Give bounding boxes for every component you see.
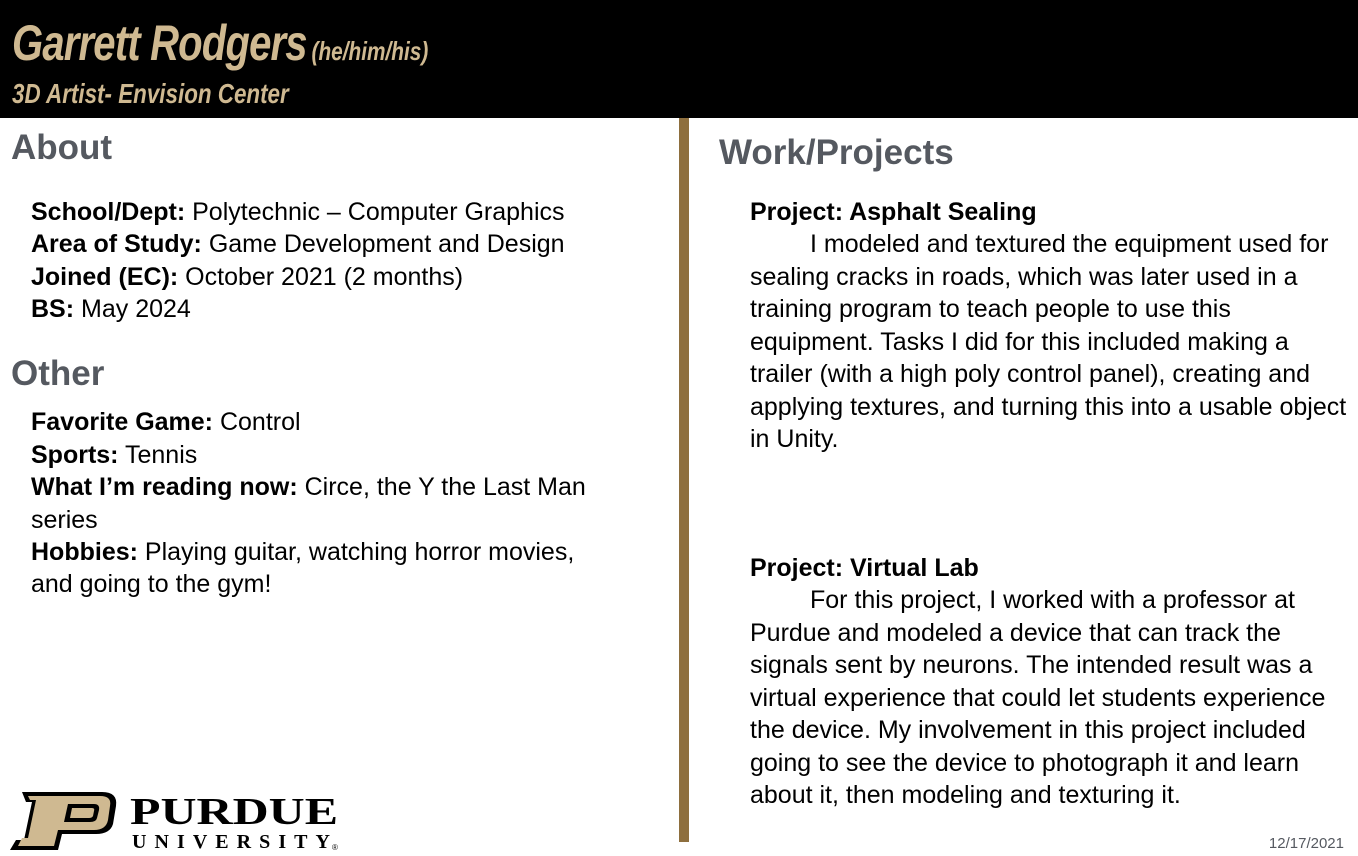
project-description bbox=[750, 584, 1350, 812]
logo-line2: UNIVERSITY bbox=[132, 831, 330, 852]
other-item-reading bbox=[31, 471, 586, 504]
other-item-reading-cont: series bbox=[31, 506, 98, 534]
other-item-sports bbox=[31, 439, 197, 472]
header-banner bbox=[0, 0, 1358, 118]
purdue-p-icon bbox=[10, 790, 340, 852]
footer-date: 12/17/2021 bbox=[1268, 835, 1344, 852]
other-label: Hobbies: bbox=[31, 538, 138, 566]
about-item-joined bbox=[31, 261, 463, 294]
person-name bbox=[12, 14, 428, 72]
other-item-game bbox=[31, 406, 301, 439]
about-item-area bbox=[31, 228, 565, 261]
other-value: Circe, the Y the Last Man bbox=[304, 473, 586, 501]
about-heading: About bbox=[11, 128, 113, 167]
about-label: Joined (EC): bbox=[31, 263, 179, 291]
project-description bbox=[750, 228, 1354, 456]
other-label: Sports: bbox=[31, 441, 119, 469]
person-role: 3D Artist- Envision Center bbox=[12, 78, 289, 109]
about-label: Area of Study: bbox=[31, 230, 202, 258]
about-label: School/Dept: bbox=[31, 198, 186, 226]
other-value: Playing guitar, watching horror movies, bbox=[144, 538, 575, 566]
project-title: Project: Virtual Lab bbox=[750, 554, 979, 582]
project-description-text: I modeled and textured the equipment used for sealing cracks in roads, which was later used in a training program to teach people to use this equipment. Tasks I did for this included making a trailer (with a high poly control panel), creating and applying textures, and turning this into a usable object in Unity. bbox=[750, 230, 1347, 453]
other-item-hobbies-cont: and going to the gym! bbox=[31, 570, 272, 598]
about-value: October 2021 (2 months) bbox=[185, 263, 464, 291]
other-item-hobbies bbox=[31, 536, 574, 569]
project-description-text: For this project, I worked with a professor at Purdue and modeled a device that can track the signals sent by neurons. The intended result was a virtual experience that could let students experience the device. My involvement in this project included going to see the device to photograph it and learn about it, then modeling and texturing it. bbox=[750, 586, 1326, 809]
other-label: What I’m reading now: bbox=[31, 473, 298, 501]
other-heading: Other bbox=[11, 354, 105, 393]
about-value: May 2024 bbox=[81, 295, 191, 323]
project-title: Project: Asphalt Sealing bbox=[750, 198, 1037, 226]
pronouns: (he/him/his) bbox=[311, 36, 429, 66]
about-item-bs bbox=[31, 293, 191, 326]
about-value: Game Development and Design bbox=[208, 230, 565, 258]
column-divider bbox=[679, 118, 689, 842]
other-value: Tennis bbox=[125, 441, 198, 469]
purdue-logo bbox=[10, 790, 340, 852]
about-label: BS: bbox=[31, 295, 75, 323]
name-text: Garrett Rodgers bbox=[12, 15, 307, 71]
other-label: Favorite Game: bbox=[31, 408, 214, 436]
logo-line1: PURDUE bbox=[130, 791, 338, 833]
svg-text:®: ® bbox=[332, 843, 338, 852]
work-heading: Work/Projects bbox=[719, 133, 954, 172]
about-item-school bbox=[31, 196, 565, 229]
other-value: Control bbox=[219, 408, 301, 436]
about-value: Polytechnic – Computer Graphics bbox=[192, 198, 565, 226]
